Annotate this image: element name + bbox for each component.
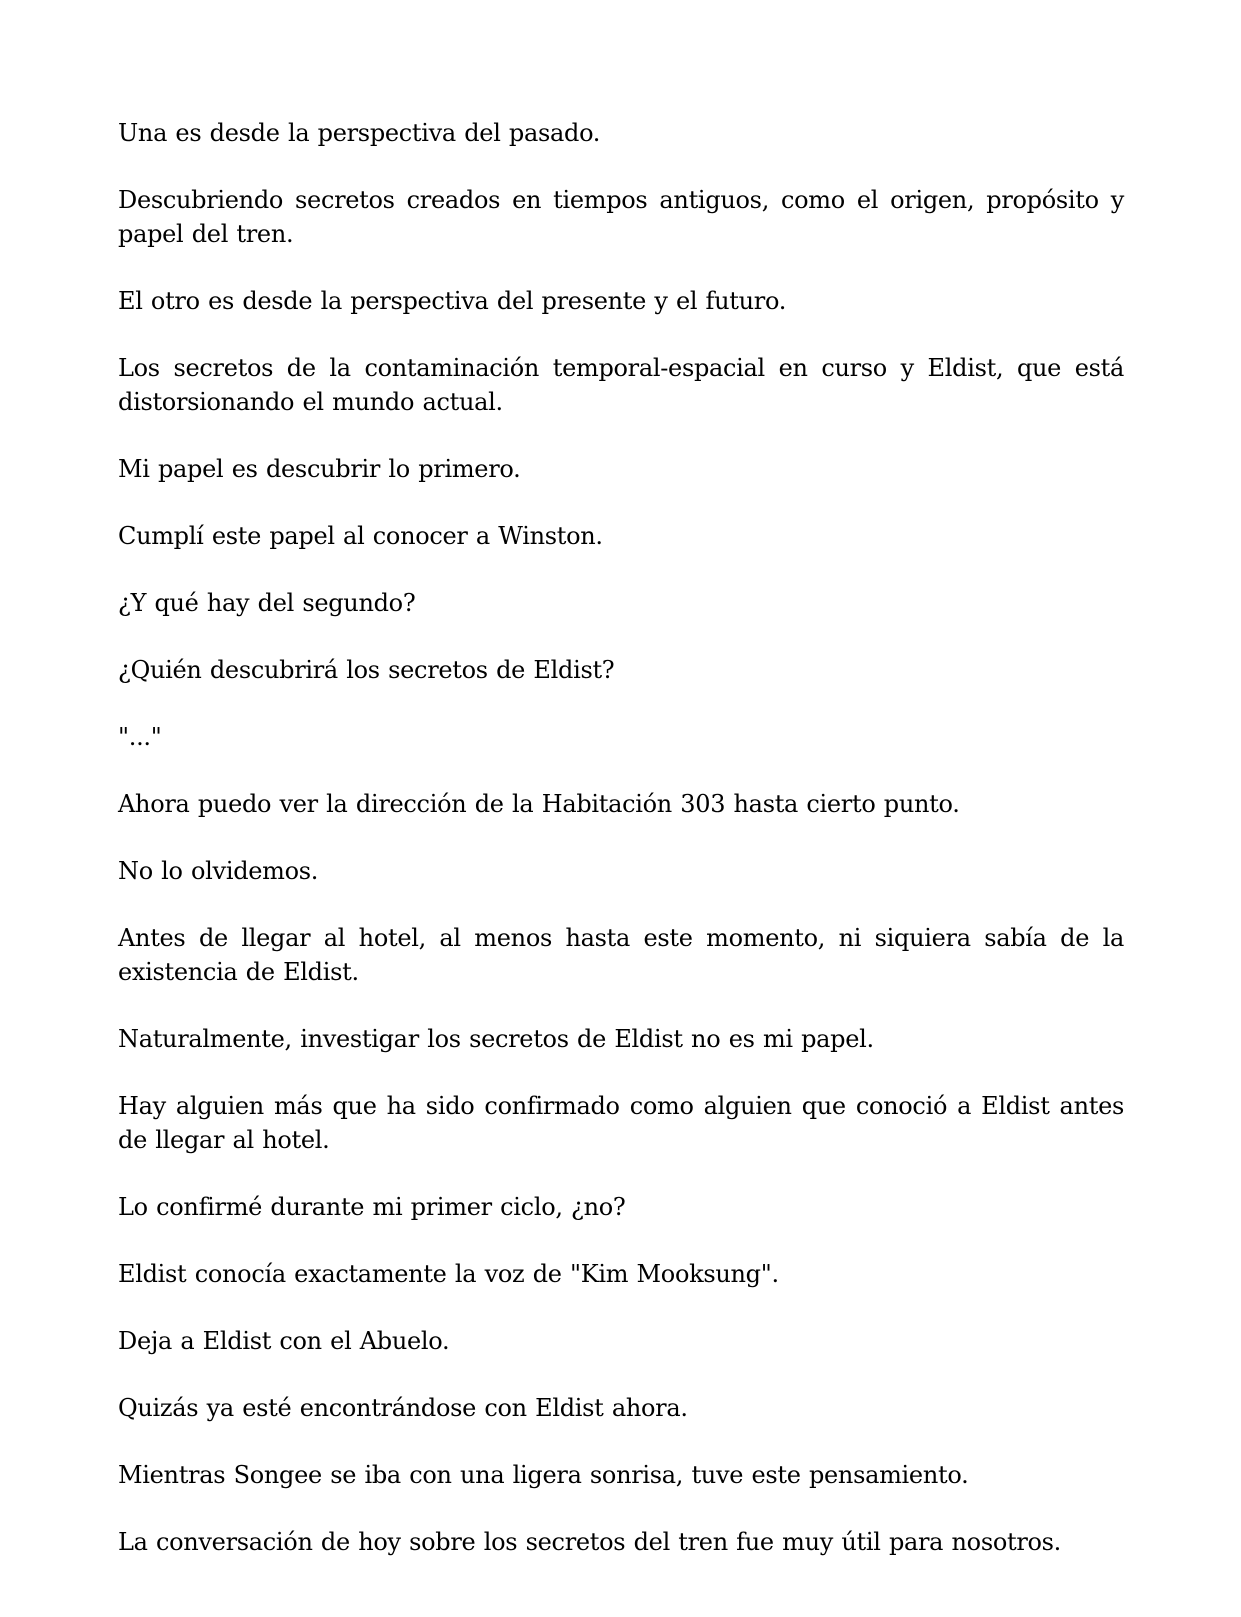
paragraph: Los secretos de la contaminación temporal-espacial en curso y Eldist, que está distorsionando el mundo actual. [118,354,1124,416]
paragraph: Mi papel es descubrir lo primero. [118,455,521,483]
paragraph: Deja a Eldist con el Abuelo. [118,1327,450,1355]
paragraph: "..." [118,723,162,751]
document-body [118,116,1124,1559]
paragraph: Ahora puedo ver la dirección de la Habitación 303 hasta cierto punto. [118,790,960,818]
paragraph: El otro es desde la perspectiva del presente y el futuro. [118,287,787,315]
paragraph: Mientras Songee se iba con una ligera sonrisa, tuve este pensamiento. [118,1461,969,1489]
paragraph: Eldist conocía exactamente la voz de "Kim Mooksung". [118,1260,779,1288]
paragraph: ¿Quién descubrirá los secretos de Eldist? [118,656,615,684]
paragraph: Descubriendo secretos creados en tiempos antiguos, como el origen, propósito y papel del tren. [118,186,1124,248]
paragraph: No lo olvidemos. [118,857,319,885]
paragraph: La conversación de hoy sobre los secretos del tren fue muy útil para nosotros. [118,1528,1062,1556]
paragraph: Antes de llegar al hotel, al menos hasta este momento, ni siquiera sabía de la existencia de Eldist. [118,924,1124,986]
paragraph: Una es desde la perspectiva del pasado. [118,119,601,147]
paragraph: Quizás ya esté encontrándose con Eldist ahora. [118,1394,688,1422]
paragraph: ¿Y qué hay del segundo? [118,589,416,617]
paragraph: Hay alguien más que ha sido confirmado como alguien que conoció a Eldist antes de llegar al hotel. [118,1092,1124,1154]
paragraph: Lo confirmé durante mi primer ciclo, ¿no? [118,1193,626,1221]
paragraph: Naturalmente, investigar los secretos de Eldist no es mi papel. [118,1025,874,1053]
paragraph: Cumplí este papel al conocer a Winston. [118,522,603,550]
